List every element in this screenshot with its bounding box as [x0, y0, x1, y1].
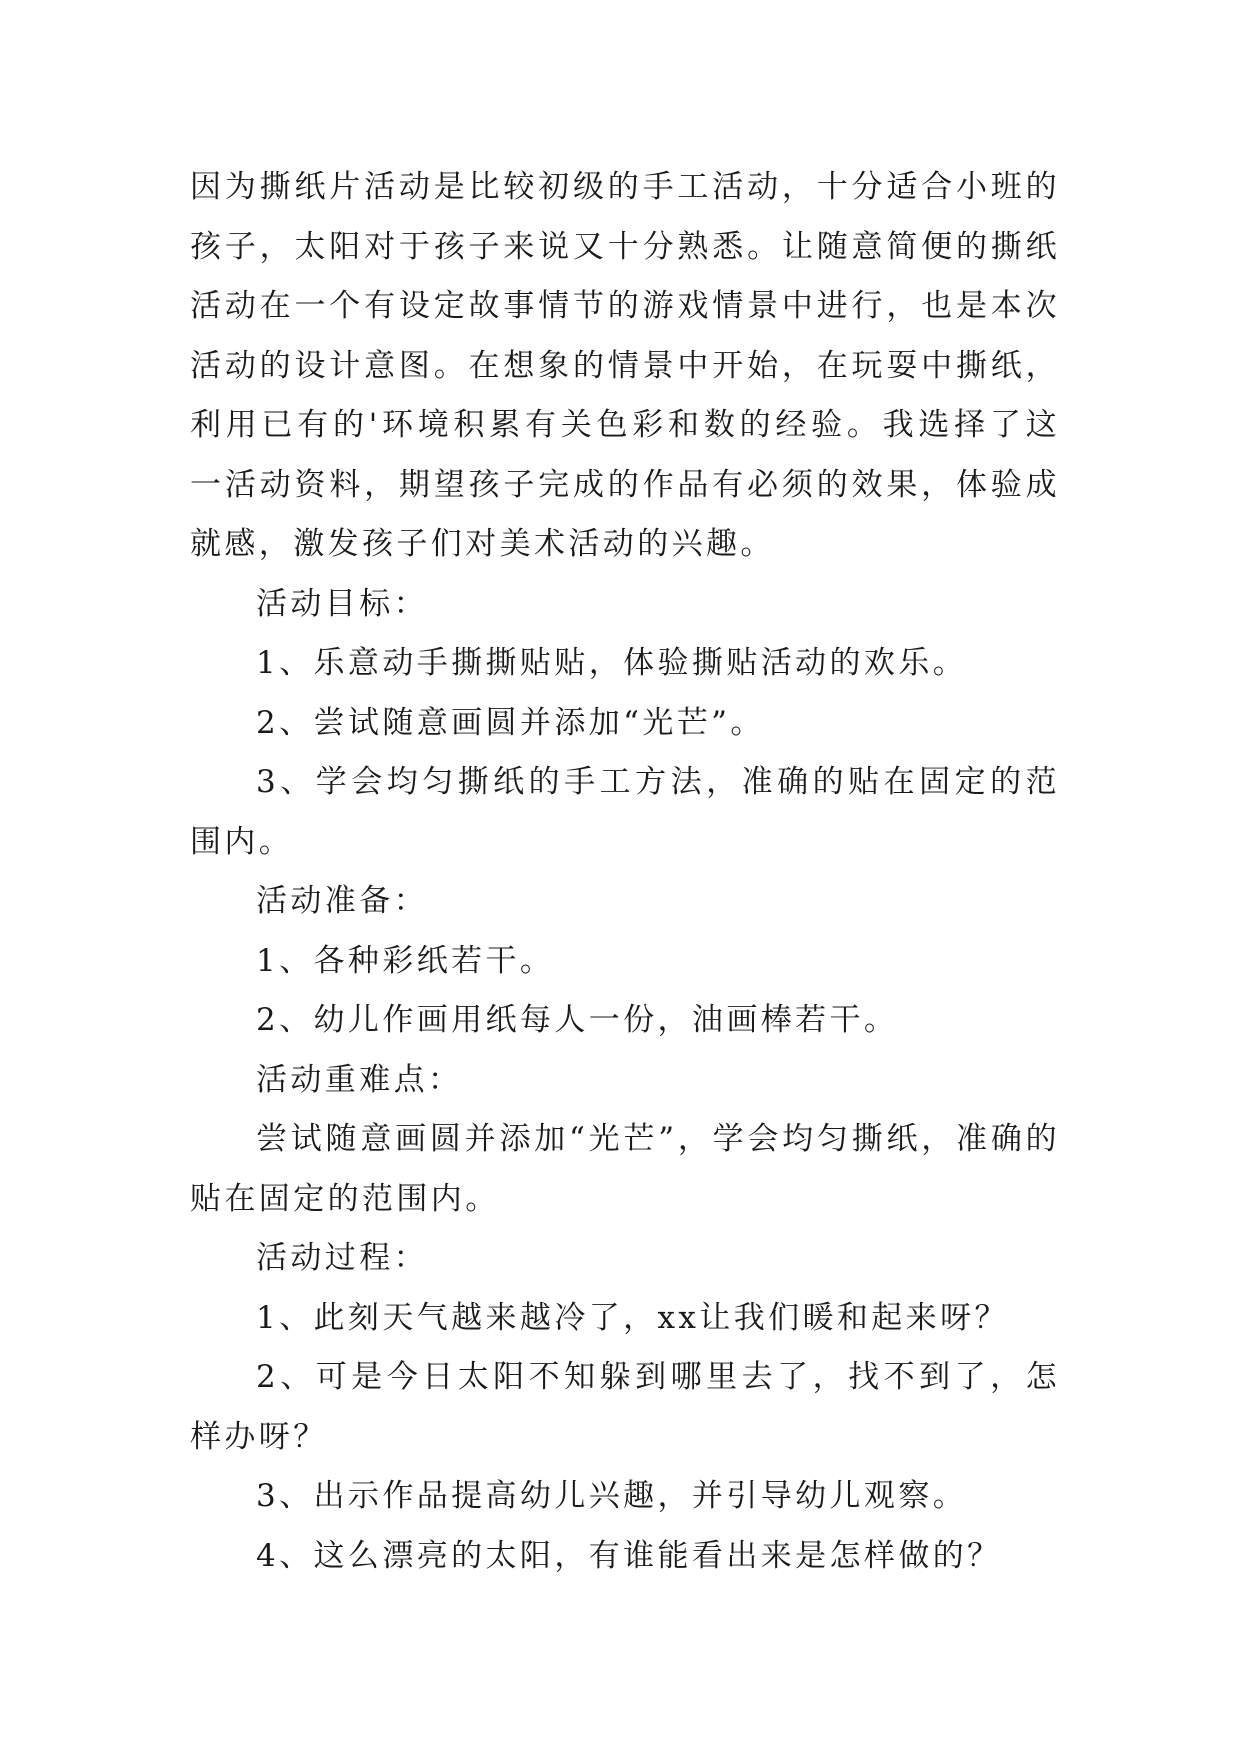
section-heading-preparation: 活动准备：: [256, 883, 428, 919]
key-points-paragraph: 尝试随意画圆并添加“光芒”，学会均匀撕纸，准确的贴在固定的范围内。: [190, 1121, 1060, 1217]
goal-item-2: 2、尝试随意画圆并添加“光芒”。: [256, 704, 765, 741]
intro-paragraph: 因为撕纸片活动是比较初级的手工活动，十分适合小班的孩子，太阳对于孩子来说又十分熟悉。让随意简便的撕纸活动在一个有设定故事情节的游戏情景中进行，也是本次活动的设计意图。在想象的情景中开始，在玩耍中撕纸，利用已有的'环境积累有关色彩和数的经验。我选择了这一活动资料，期望孩子完成的作品有必须的效果，体验成就感，激发孩子们对美术活动的兴趣。: [190, 169, 1060, 562]
preparation-item-1: 1、各种彩纸若干。: [256, 942, 555, 979]
process-item-2: 2、可是今日太阳不知躲到哪里去了，找不到了，怎样办呀？: [190, 1359, 1060, 1455]
section-heading-process: 活动过程：: [256, 1240, 428, 1276]
section-heading-key-points: 活动重难点：: [256, 1061, 463, 1098]
goal-item-1: 1、乐意动手撕撕贴贴，体验撕贴活动的欢乐。: [256, 645, 968, 681]
goal-item-3: 3、学会均匀撕纸的手工方法，准确的贴在固定的范围内。: [190, 764, 1060, 860]
preparation-item-2: 2、幼儿作画用纸每人一份，油画棒若干。: [256, 1002, 899, 1038]
section-heading-goals: 活动目标：: [256, 585, 428, 622]
process-item-3: 3、出示作品提高幼儿兴趣，并引导幼儿观察。: [256, 1478, 968, 1514]
process-item-1: 1、此刻天气越来越冷了，xx让我们暖和起来呀？: [256, 1299, 1009, 1336]
process-item-4: 4、这么漂亮的太阳，有谁能看出来是怎样做的？: [256, 1537, 1002, 1574]
document-body: [190, 158, 1060, 1586]
